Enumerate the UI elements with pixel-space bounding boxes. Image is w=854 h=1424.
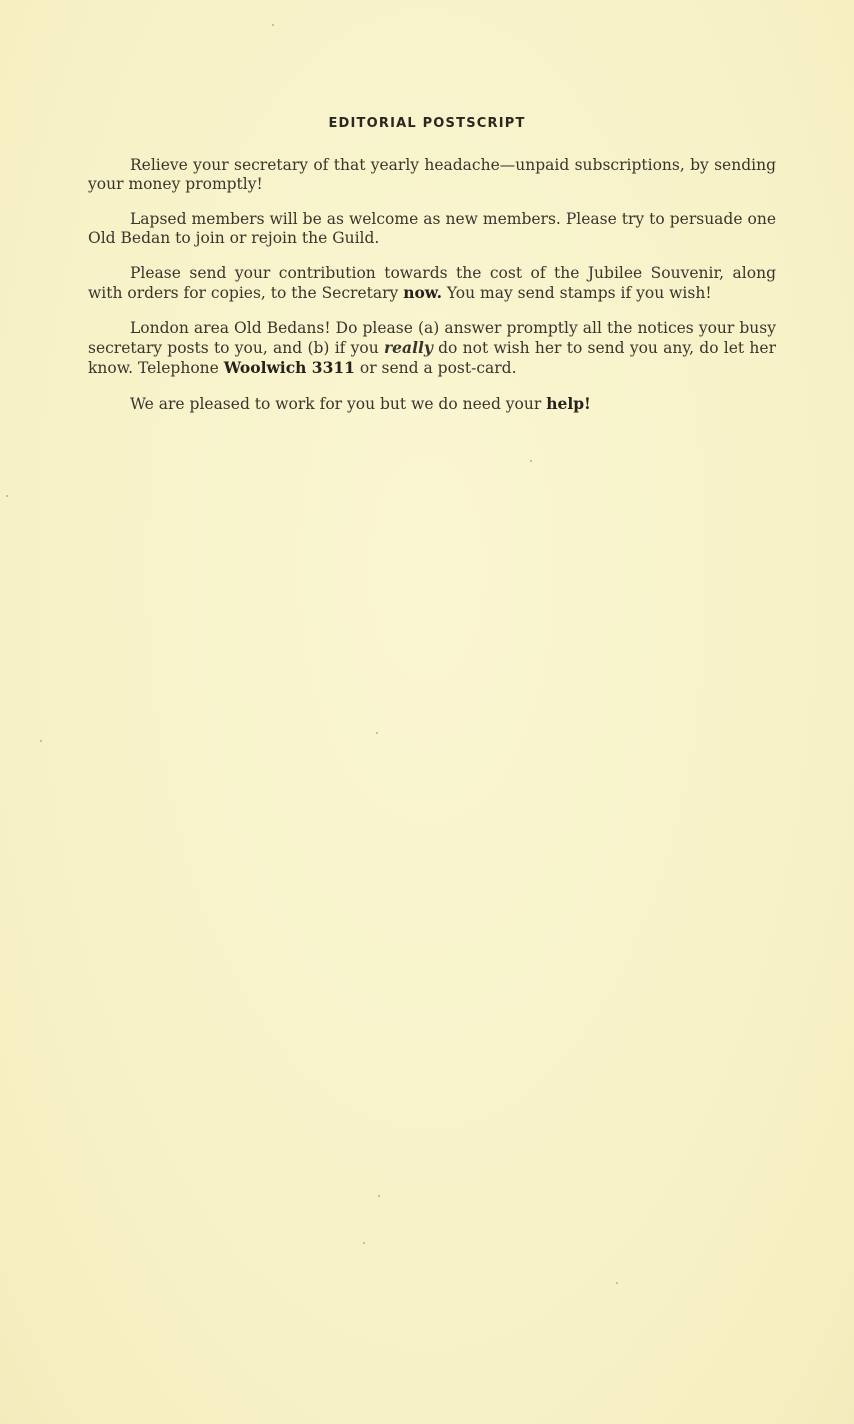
text-run: We are pleased to work for you but we do need your: [130, 395, 547, 413]
paragraph-london-area: [88, 319, 776, 378]
telephone-number: Woolwich 3311: [223, 358, 355, 377]
paper-speck: [40, 740, 42, 742]
emphasis-really: really: [384, 338, 433, 357]
page-title: EDITORIAL POSTSCRIPT: [328, 116, 526, 131]
body-text: [88, 156, 776, 430]
text-run: do not wish her to send you any, do let her know. Telephone: [88, 339, 776, 377]
paper-speck: [363, 1242, 365, 1244]
text-run: You may send stamps if you wish!: [441, 284, 712, 302]
text-run: Please send your contribution towards the cost of the Jubilee Souvenir, along with orders for copies, to the Secretary: [88, 264, 776, 302]
paper-speck: [616, 1282, 618, 1284]
paper-speck: [6, 495, 8, 497]
paragraph-jubilee-souvenir: [88, 264, 776, 303]
paper-speck: [376, 732, 378, 734]
paper-speck: [530, 460, 532, 462]
paragraph-lapsed-members: Lapsed members will be as welcome as new members. Please try to persuade one Old Bedan to join or rejoin the Guild.: [88, 210, 776, 247]
emphasis-now: now.: [403, 283, 442, 302]
text-run: or send a post-card.: [354, 359, 517, 377]
emphasis-help: help!: [546, 394, 591, 413]
text-run: London area Old Bedans! Do please (a) answer promptly all the notices your busy secretary posts to you, and (b) if you: [88, 319, 776, 357]
paper-speck: [378, 1195, 380, 1197]
paper-speck: [272, 24, 274, 26]
paragraph-closing: [88, 394, 776, 414]
paragraph-subscriptions: Relieve your secretary of that yearly headache—unpaid subscriptions, by sending your money promptly!: [88, 156, 776, 193]
